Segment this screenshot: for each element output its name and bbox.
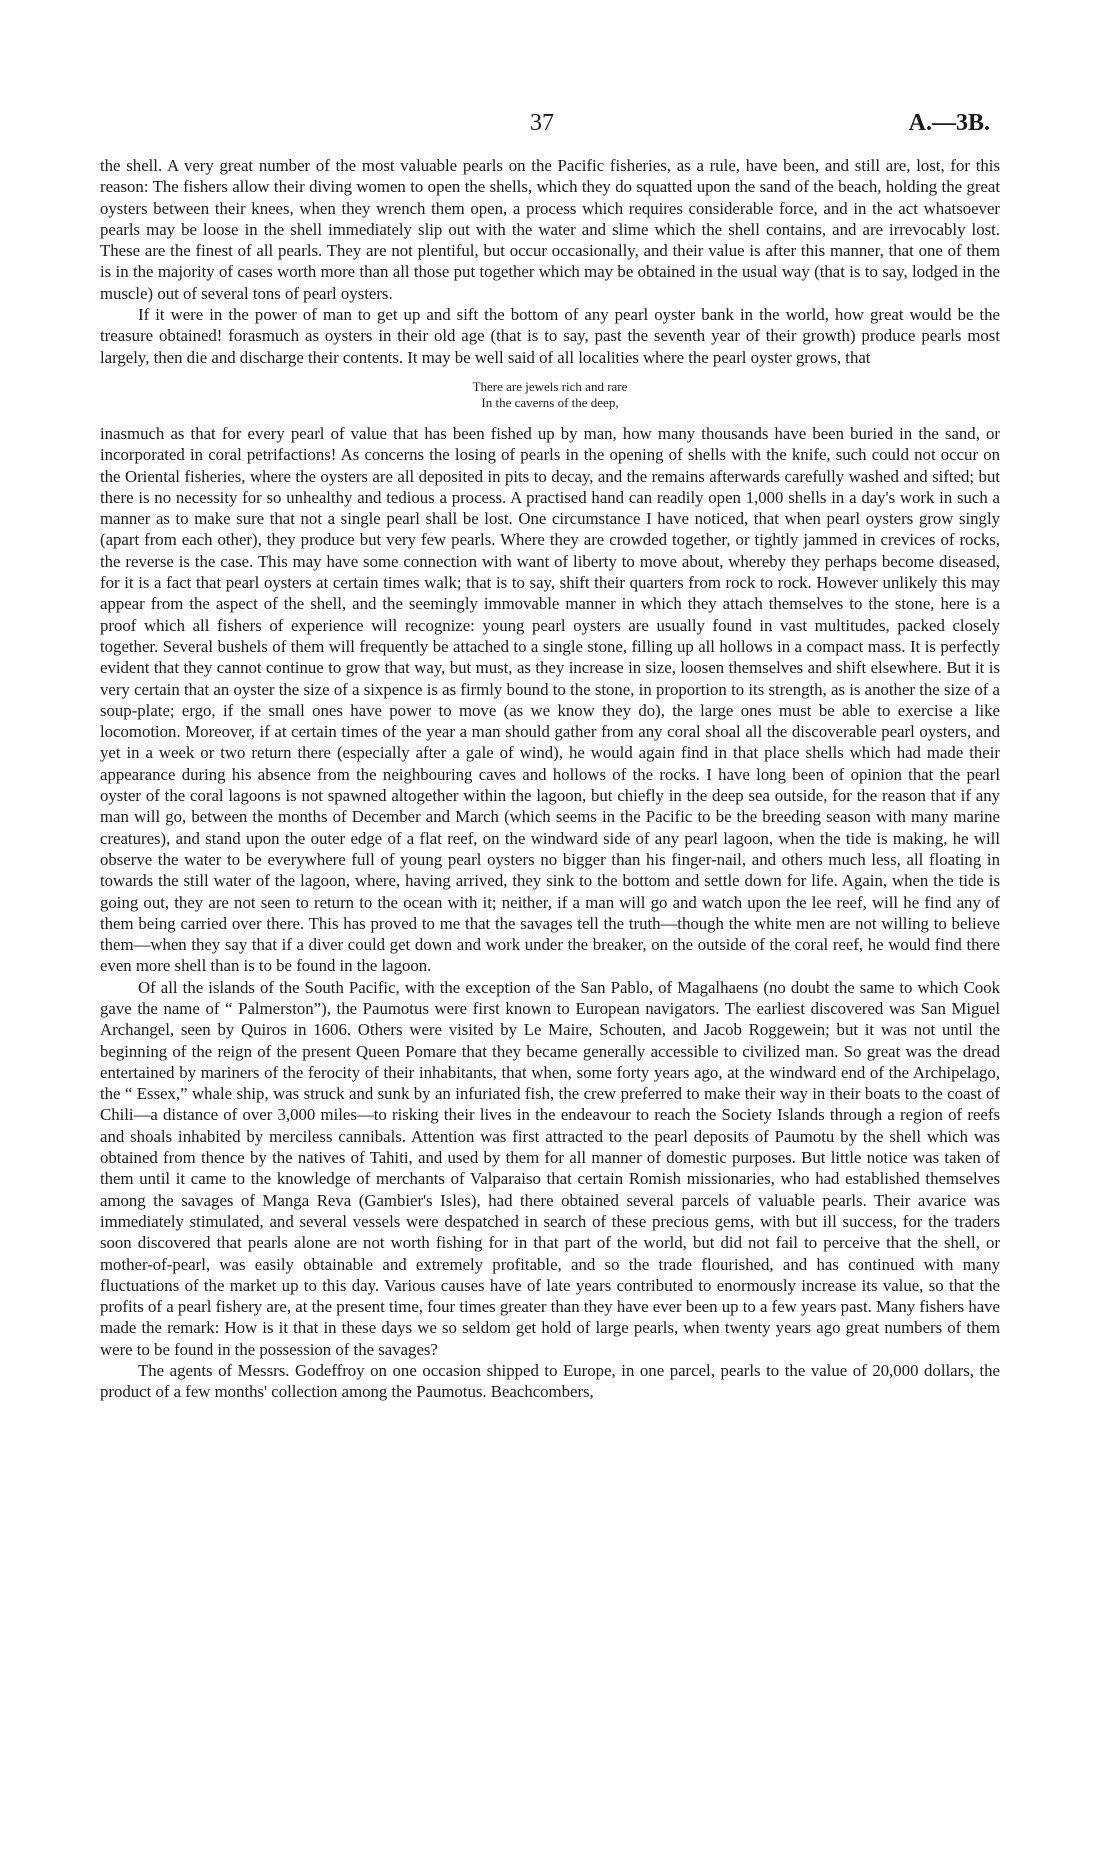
paragraph: the shell. A very great number of the most valuable pearls on the Pacific fisheries, as a rule, have been, and still are, lost, for this reason: The fishers allow their diving women to open the shells, which they do squatted upon the sand of the beach, holding the great oysters between their knees, when they wrench them open, a process which requires considerable force, and in the act whatsoever pearls may be loose in the shell immediately slip out with the water and slime which the shell contains, and are irrevocably lost. These are the finest of all pearls. They are not plentiful, but occur occasionally, and their value is after this manner, that one of them is in the majority of cases worth more than all those put together which may be obtained in the usual way (that is to say, lodged in the muscle) out of several tons of pearl oysters. [100, 156, 1000, 303]
verse-line: In the caverns of the deep, [481, 394, 619, 410]
paragraph: If it were in the power of man to get up and sift the bottom of any pearl oyster bank in the world, how great would be the treasure obtained! forasmuch as oysters in their old age (that is to say, past the seventh year of their growth) produce pearls most largely, then die and discharge their contents. It may be well said of all localities where the pearl oyster grows, that [100, 305, 1000, 367]
page-number: 37 [530, 110, 554, 136]
verse-line: There are jewels rich and rare [472, 378, 628, 394]
page-header [0, 110, 1114, 140]
paragraph: The agents of Messrs. Godeffroy on one occasion shipped to Europe, in one parcel, pearls to the value of 20,000 dollars, the product of a few months' collection among the Paumotus. Beachcombers, [100, 1361, 1000, 1402]
paragraph: inasmuch as that for every pearl of value that has been fished up by man, how many thousands have been buried in the sand, or incorporated in coral petrifactions! As concerns the losing of pearls in the opening of shells with the knife, such could not occur on the Oriental fisheries, where the oysters are all deposited in pits to decay, and the remains afterwards carefully washed and sifted; but there is no necessity for so unhealthy and tedious a process. A practised hand can readily open 1,000 shells in a day's work in such a manner as to make sure that not a single pearl shall be lost. One circumstance I have noticed, that when pearl oysters grow singly (apart from each other), they produce but very few pearls. Where they are crowded together, or tightly jammed in crevices of rocks, the reverse is the case. This may have some connection with want of liberty to move about, whereby they perhaps become diseased, for it is a fact that pearl oysters at certain times walk; that is to say, shift their quarters from rock to rock. However unlikely this may appear from the aspect of the shell, and the seemingly immovable manner in which they attach themselves to the stone, here is a proof which all fishers of experience will recognize: young pearl oysters are usually found in vast multitudes, packed closely together. Several bushels of them will frequently be attached to a single stone, filling up all hollows in a compact mass. It is perfectly evident that they cannot continue to grow that way, but must, as they increase in size, loosen themselves and shift elsewhere. But it is very certain that an oyster the size of a sixpence is as firmly bound to the stone, in proportion to its strength, as is another the size of a soup-plate; ergo, if the small ones have power to move (as we know they do), the large ones must be able to exercise a like locomotion. Moreover, if at certain times of the year a man should gather from any coral shoal all the discoverable pearl oysters, and yet in a week or two return there (especially after a gale of wind), he would again find in that place shells which had made their appearance during his absence from the neighbouring caves and hollows of the rocks. I have long been of opinion that the pearl oyster of the coral lagoons is not spawned altogether within the lagoon, but chiefly in the deep sea outside, for the reason that if any man will go, between the months of December and March (which seems in the Pacific to be the breeding season with many marine creatures), and stand upon the outer edge of a flat reef, on the windward side of any pearl lagoon, when the tide is making, he will observe the water to be everywhere full of young pearl oysters no bigger than his finger-nail, and others much less, all floating in towards the still water of the lagoon, where, having arrived, they sink to the bottom and settle down for life. Again, when the tide is going out, they are not seen to return to the ocean with it; neither, if a man will go and watch upon the lee reef, will he find any of them being carried over there. This has proved to me that the savages tell the truth—though the white men are not willing to believe them—when they say that if a diver could get down and work under the breaker, on the outside of the coral reef, he would find there even more shell than is to be found in the lagoon. [100, 423, 1000, 976]
body-text [100, 155, 1000, 1403]
verse-quote [100, 379, 1000, 411]
paragraph: Of all the islands of the South Pacific, with the exception of the San Pablo, of Magalhaens (no doubt the same to which Cook gave the name of “ Palmerston”), the Paumotus were first known to European navigators. The earliest discovered was San Miguel Archangel, seen by Quiros in 1606. Others were visited by Le Maire, Schouten, and Jacob Roggewein; but it was not until the beginning of the reign of the present Queen Pomare that they became generally accessible to civilized man. So great was the dread entertained by mariners of the ferocity of their inhabitants, that when, some forty years ago, at the windward end of the Archipelago, the “ Essex,” whale ship, was struck and sunk by an infuriated fish, the crew preferred to make their way in their boats to the coast of Chili—a distance of over 3,000 miles—to risking their lives in the endeavour to reach the Society Islands through a region of reefs and shoals inhabited by merciless cannibals. Attention was first attracted to the pearl deposits of Paumotu by the shell which was obtained from thence by the natives of Tahiti, and used by them for all manner of domestic purposes. But little notice was taken of them until it came to the knowledge of merchants of Valparaiso that certain Romish missionaries, who had established themselves among the savages of Manga Reva (Gambier's Isles), had there obtained several parcels of valuable pearls. Their avarice was immediately stimulated, and several vessels were despatched in search of these precious gems, with but ill success, for the traders soon discovered that pearls alone are not worth fishing for in that part of the world, but did not fail to perceive that the shell, or mother-of-pearl, was easily obtainable and extremely profitable, and so the trade flourished, and has continued with many fluctuations of the market up to this day. Various causes have of late years contributed to enormously increase its value, so that the profits of a pearl fishery are, at the present time, four times greater than they have ever been up to a few years past. Many fishers have made the remark: How is it that in these days we so seldom get hold of large pearls, when twenty years ago great numbers of them were to be found in the possession of the savages? [100, 977, 1000, 1359]
document-reference: A.—3B. [908, 110, 990, 136]
